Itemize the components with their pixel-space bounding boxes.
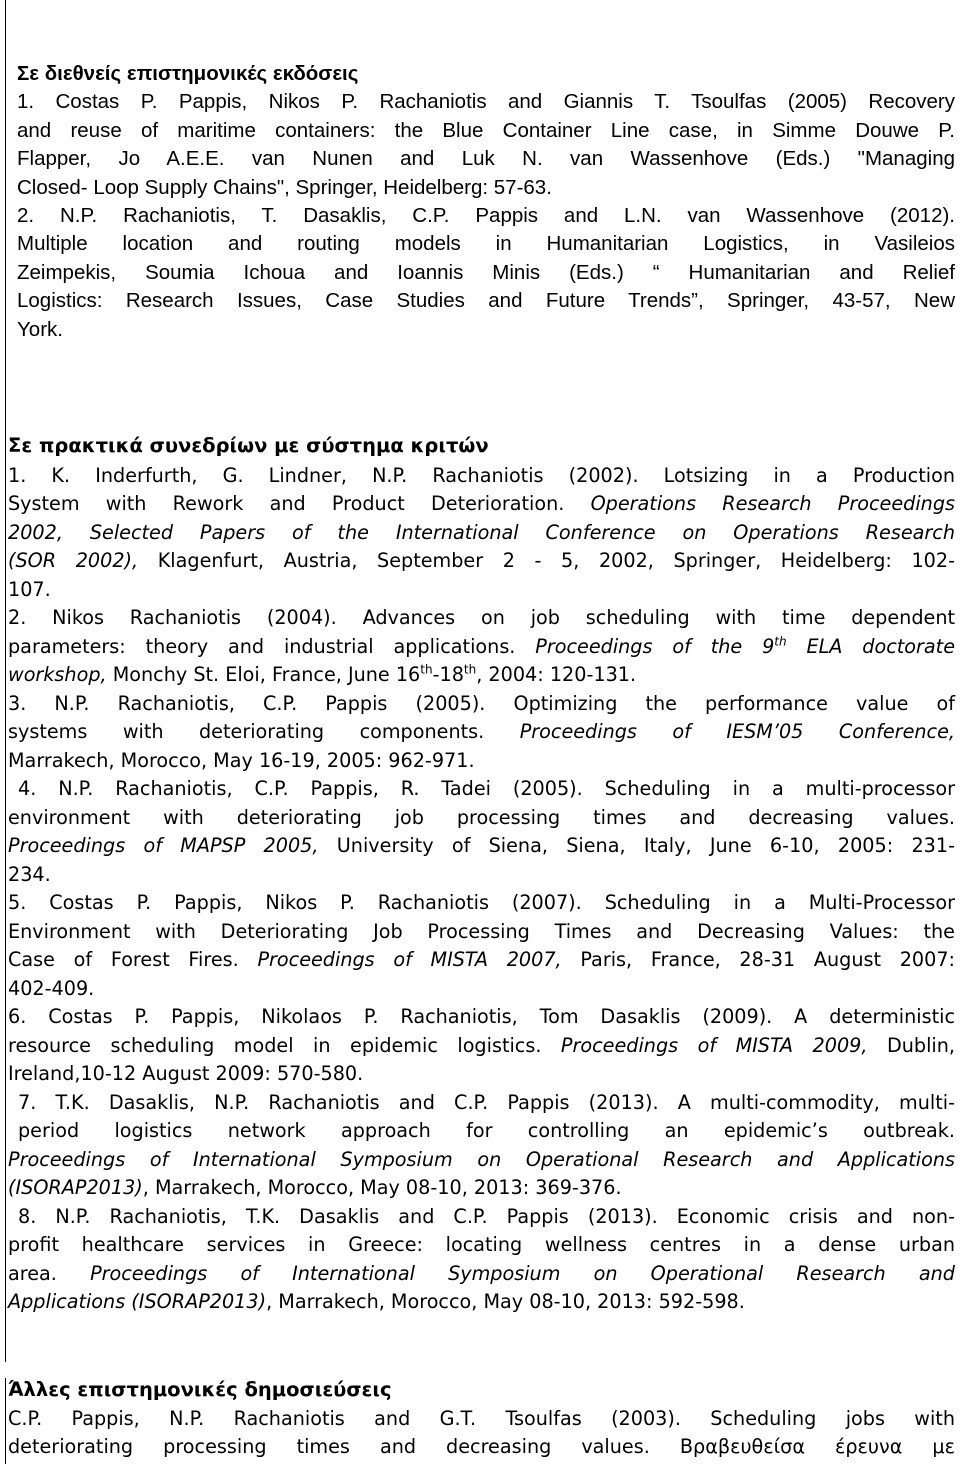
- text-line: 8. N.P. Rachaniotis, T.K. Dasaklis and C.P. Pappis (2013). Economic crisis and non-: [18, 1204, 955, 1228]
- text-line: Environment with Deteriorating Job Processing Times and Decreasing Values: the: [8, 919, 955, 943]
- text-line: (ISORAP2013), Marrakech, Morocco, May 08-10, 2013: 369-376.: [8, 1176, 622, 1199]
- text-line: Flapper, Jo A.E.E. van Nunen and Luk N. van Wassenhove (Eds.) "Managing: [17, 147, 955, 171]
- section-heading: Σε πρακτικά συνεδρίων με σύστημα κριτών: [8, 434, 489, 457]
- text-line: York.: [17, 317, 63, 341]
- text-line: Proceedings of International Symposium on Operational Research and Applications: [8, 1147, 955, 1171]
- text-line: Logistics: Research Issues, Case Studies and Future Trends”, Springer, 43-57, New: [17, 289, 955, 313]
- text-line: 7. T.K. Dasaklis, N.P. Rachaniotis and C.P. Pappis (2013). A multi-commodity, multi-: [18, 1090, 955, 1114]
- section-heading: Άλλες επιστημονικές δημοσιεύσεις: [8, 1378, 392, 1401]
- text-line: Case of Forest Fires. Proceedings of MISTA 2007, Paris, France, 28-31 August 2007:: [8, 948, 956, 971]
- text-line: systems with deteriorating components. Proceedings of IESM’05 Conference,: [8, 720, 955, 743]
- text-line: 5. Costas P. Pappis, Nikos P. Rachaniotis (2007). Scheduling in a Multi-Processor: [8, 891, 955, 914]
- text-line: 234.: [8, 862, 51, 886]
- text-line: 4. N.P. Rachaniotis, C.P. Pappis, R. Tadei (2005). Scheduling in a multi-processor: [18, 777, 955, 800]
- text-line: 1. K. Inderfurth, G. Lindner, N.P. Rachaniotis (2002). Lotsizing in a Production: [8, 463, 955, 487]
- text-line: C.P. Pappis, N.P. Rachaniotis and G.T. Tsoulfas (2003). Scheduling jobs with: [8, 1406, 955, 1430]
- text-line: 2. N.P. Rachaniotis, T. Dasaklis, C.P. Pappis and L.N. van Wassenhove (2012).: [17, 204, 955, 228]
- conference-proceedings-section: [8, 432, 955, 1317]
- text-line: 402-409.: [8, 976, 95, 1000]
- text-line: Zeimpekis, Soumia Ichoua and Ioannis Minis (Eds.) “ Humanitarian and Relief: [17, 260, 955, 284]
- text-line: Proceedings of MAPSP 2005, University of Siena, Siena, Italy, June 6-10, 2005: 231-: [8, 834, 955, 857]
- text-line: resource scheduling model in epidemic logistics. Proceedings of MISTA 2009, Dublin,: [8, 1033, 956, 1057]
- text-line: period logistics network approach for controlling an epidemic’s outbreak.: [18, 1119, 955, 1142]
- text-line: environment with deteriorating job processing times and decreasing values.: [8, 805, 955, 829]
- text-line: Multiple location and routing models in Humanitarian Logistics, in Vasileios: [17, 232, 955, 256]
- text-line: 1. Costas P. Pappis, Nikos P. Rachaniotis and Giannis T. Tsoulfas (2005) Recovery: [17, 90, 955, 114]
- text-line: 107.: [8, 577, 51, 601]
- left-margin-rule-lower: [5, 1378, 6, 1464]
- text-line: workshop, Monchy St. Eloi, France, June 16th-18th, 2004: 120-131.: [8, 662, 637, 686]
- text-line: profit healthcare services in Greece: locating wellness centres in a dense urban: [8, 1233, 955, 1256]
- text-line: Marrakech, Morocco, May 16-19, 2005: 962-971.: [8, 748, 475, 772]
- text-line: deteriorating processing times and decreasing values. Βραβευθείσα έρευνα με: [8, 1435, 955, 1458]
- text-line: 2002, Selected Papers of the International Conference on Operations Research: [8, 520, 955, 544]
- text-line: 3. N.P. Rachaniotis, C.P. Pappis (2005). Optimizing the performance value of: [8, 691, 955, 715]
- text-line: System with Rework and Product Deterioration. Operations Research Proceedings: [8, 492, 955, 515]
- international-publications-section: [17, 60, 955, 344]
- text-line: 2. Nikos Rachaniotis (2004). Advances on job scheduling with time dependent: [8, 606, 955, 629]
- text-line: Ireland,10-12 August 2009: 570-580.: [8, 1062, 364, 1085]
- text-line: and reuse of maritime containers: the Blue Container Line case, in Simme Douwe P.: [17, 118, 955, 142]
- left-margin-rule: [5, 0, 6, 1362]
- text-line: (SOR 2002), Klagenfurt, Austria, September 2 - 5, 2002, Springer, Heidelberg: 102-: [8, 549, 955, 572]
- other-publications-section: [8, 1376, 955, 1462]
- text-line: Applications (ISORAP2013), Marrakech, Morocco, May 08-10, 2013: 592-598.: [8, 1290, 745, 1313]
- section-heading: Σε διεθνείς επιστημονικές εκδόσεις: [17, 62, 359, 85]
- text-line: 6. Costas P. Pappis, Nikolaos P. Rachaniotis, Tom Dasaklis (2009). A deterministic: [8, 1005, 955, 1028]
- text-line: Closed- Loop Supply Chains", Springer, Heidelberg: 57-63.: [17, 175, 552, 199]
- text-line: area. Proceedings of International Symposium on Operational Research and: [8, 1261, 955, 1285]
- text-line: parameters: theory and industrial applications. Proceedings of the 9th ELA doctorate: [8, 634, 955, 658]
